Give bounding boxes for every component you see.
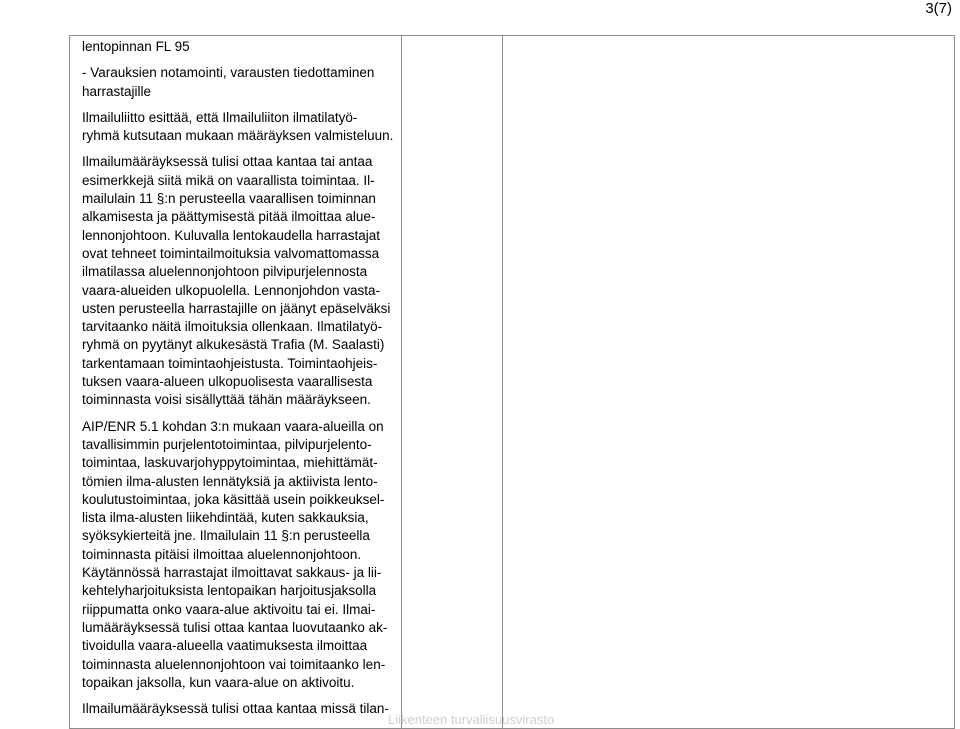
comment-cell — [70, 36, 402, 729]
text-line: tuksen vaara-alueen ulkopuolisesta vaarallisesta — [82, 374, 373, 390]
text-line: - Varauksien notamointi, varausten tiedottaminen — [82, 65, 375, 81]
empty-cell-3 — [503, 36, 955, 729]
text-line: harrastajille — [82, 83, 152, 99]
text-line: toimintaa, laskuvarjohyppytoimintaa, miehittämät- — [82, 455, 378, 471]
text-line: Ilmailuliitto esittää, että Ilmailuliiton ilmatilatyö- — [82, 109, 358, 125]
text-line: mailulain 11 §:n perusteella vaarallisen toiminnan — [82, 191, 376, 207]
text-line: koulutustoimintaa, joka käsittää usein poikkeuksel- — [82, 491, 385, 507]
paragraph — [82, 109, 400, 146]
text-line: alkamisesta ja päättymisestä pitää ilmoittaa alue- — [82, 209, 376, 225]
text-line: usten perusteella harrastajille on jäänyt epäselväksi — [82, 300, 391, 316]
paragraph — [82, 38, 400, 56]
text-line: Ilmailumääräyksessä tulisi ottaa kantaa missä tilan- — [82, 701, 389, 717]
text-line: tavallisimmin purjelentotoimintaa, pilvipurjelento- — [82, 436, 372, 452]
paragraph-gap — [82, 145, 400, 153]
paragraph — [82, 153, 400, 409]
comment-table — [69, 35, 955, 729]
page-number: 3(7) — [925, 0, 952, 17]
text-line: lentopinnan FL 95 — [82, 39, 190, 54]
text-line: tarkentamaan toimintaohjeistusta. Toimintaohjeis- — [82, 355, 378, 371]
table-row — [70, 36, 955, 729]
text-line: tivoidulla vaara-alueella vaatimuksesta ilmoittaa — [82, 638, 368, 654]
paragraph — [82, 64, 400, 101]
text-line: AIP/ENR 5.1 kohdan 3:n mukaan vaara-alueilla on — [82, 418, 384, 434]
text-line: lumääräyksessä tulisi ottaa kantaa luovutaanko ak- — [82, 619, 388, 635]
text-line: ryhmä on pyytänyt alkukesästä Trafia (M. Saalasti) — [82, 337, 385, 353]
text-line: Ilmailumääräyksessä tulisi ottaa kantaa tai antaa — [82, 154, 373, 170]
text-line: lista ilma-alusten liikehdintää, kuten sakkauksia, — [82, 510, 369, 526]
text-line: Käytännössä harrastajat ilmoittavat sakkaus- ja lii- — [82, 565, 382, 581]
text-line: kehtelyharjoituksista lentopaikan harjoitusjaksolla — [82, 583, 377, 599]
text-line: riippumatta onko vaara-alue aktivoitu tai ei. Ilmai- — [82, 601, 376, 617]
text-line: toiminnasta aluelennonjohtoon vai toimitaanko len- — [82, 656, 386, 672]
empty-cell-2 — [402, 36, 503, 729]
text-line: esimerkkejä siitä mikä on vaarallista toimintaa. Il- — [82, 172, 375, 188]
comment-text — [70, 36, 400, 718]
text-line: syöksykierteitä jne. Ilmailulain 11 §:n perusteella — [82, 528, 370, 544]
text-line: toiminnasta voisi sisällyttää tähän määräykseen. — [82, 392, 371, 408]
footer-agency-name: Liikenteen turvallisuusvirasto — [388, 712, 555, 727]
text-line: ilmatilassa aluelennonjohtoon pilvipurjelennosta — [82, 264, 368, 280]
text-line: tömien ilma-alusten lennätyksiä ja aktiivista lento- — [82, 473, 378, 489]
paragraph-gap — [82, 101, 400, 109]
text-line: vaara-alueiden ulkopuolella. Lennonjohdon vasta- — [82, 282, 380, 298]
text-line: tarvitaanko näitä ilmoituksia ollenkaan. Ilmatilatyö- — [82, 319, 383, 335]
text-line: ryhmä kutsutaan mukaan määräyksen valmisteluun. — [82, 128, 394, 144]
text-line: toiminnasta pitäisi ilmoittaa aluelennonjohtoon. — [82, 546, 362, 562]
text-line: lennonjohtoon. Kuluvalla lentokaudella harrastajat — [82, 227, 380, 243]
text-line: topaikan jaksolla, kun vaara-alue on aktivoitu. — [82, 674, 355, 690]
paragraph-gap — [82, 410, 400, 418]
paragraph — [82, 700, 400, 718]
paragraph-gap — [82, 692, 400, 700]
paragraph-gap — [82, 56, 400, 64]
paragraph — [82, 418, 400, 692]
text-line: ovat tehneet toimintailmoituksia valvomattomassa — [82, 245, 380, 261]
